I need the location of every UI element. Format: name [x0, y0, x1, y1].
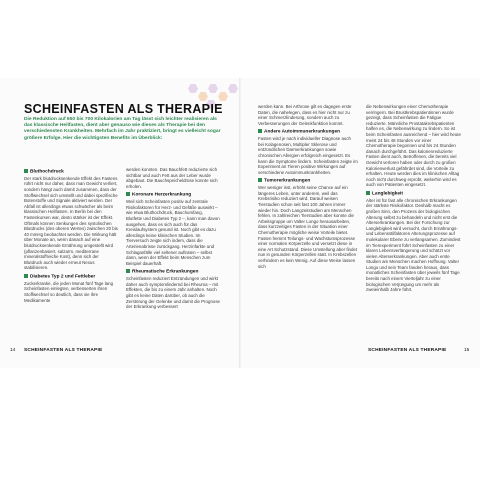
- paragraph: die Nebenwirkungen einer Chemotherapie verringern. Bei Brustkrebspatientinnen wurde gezeigt, dass Scheinfasten die Fatigue reduzierte. Männliche Prostatakrebspatienten halfen es, die Nebenwirkung zu lindern. So ist beim Scheinfasten ausreichend – hier wird heute meist 24 bis 48 Stunden vor einer Chemotherapie begonnen und bis 24 Stunden danach durchgeführt. Das kalorienreduzierte Fasten dient auch, Betroffenen, die bereits viel Gewicht verloren haben oder durch zu großen Kalorienverlust gefährdet sind, die Vorteile zu erhalten. Heute werden dies im klinischen Alltag noch nicht durchweg erprobt, weiterhin wird es auch von Patienten eingesetzt.: [366, 104, 461, 188]
- square-bullet-icon: [24, 274, 28, 278]
- square-bullet-icon: [126, 192, 130, 196]
- heading-bluthochdruck: Bluthochdruck: [24, 169, 118, 175]
- heading-tumorerkrankungen: Tumorerkrankungen: [258, 178, 358, 184]
- paragraph: Scheinfasten reduziert Entzündungen und wirkt daher auch symptomlindernd bei Rheuma – mit Effekten, die bis zu einem Jahr anhalten. Noch gibt es keine Daten darüber, ob auch die Zerstörung der Gelenke und damit die Prognose der Erkrankung verbessert: [126, 276, 220, 310]
- lead-paragraph: Die Reduktion auf 650 bis 700 Kilokalorien am Tag lässt sich leichter realisieren als das klassische Heilfasten, dient aber genauso wie dieses als Therapie bei den verschiedensten Krankheiten. Mehrfach im Jahr praktiziert, bringt es vielleicht sogar größere Erfolge. Hier die wichtigsten Benefits im Überblick:: [24, 117, 221, 141]
- square-bullet-icon: [258, 129, 262, 133]
- paragraph: werden kann. Bei Arthrose gilt es dagegen erste Daten, die nahelegen, dass es hier nicht nur zu einer Schmerzlinderung, sondern auch zu Verbesserungen der Gelenkfunktion kommt.: [258, 104, 352, 126]
- bottom-margin: [0, 368, 480, 480]
- page-gutter: [239, 78, 241, 368]
- page-number-right: 15: [464, 348, 470, 353]
- page-title: SCHEINFASTEN ALS THERAPIE: [24, 102, 223, 116]
- page-number-left: 14: [10, 348, 16, 353]
- heading-rheumatische-erkrankungen: Rheumatische Erkrankungen: [126, 269, 220, 275]
- top-margin: [0, 0, 480, 78]
- column-1: [24, 167, 118, 306]
- square-bullet-icon: [126, 269, 130, 273]
- paragraph: Wer weniger isst, erhöht seine Chance auf ein längeres Leben, unter anderem, weil das Krebsrisiko reduziert wird. Darauf weisen Tierstudien schon seit fast 100 Jahren immer wieder hin. Doch Langzeitstudien am Menschen fehlen. In zahlreichen Tierstudien aber konnte die Arbeitsgruppe um Valter Longo herausarbeiten, dass kurzzeitiges Fasten in der Situation einer Chemotherapie mögliche weise Vorteile bietet. Fasten hemmt Teilungs- und Wachstumsprozesse einer normalen Körperzelle und versetzt diese in eine Art Schutzstand. Diese Umstellung aber findet nun in gesunden Körperzellen statt. In Krebszellen verhindern es kein Wenig. Auf diese Weise lassen sich: [258, 185, 358, 269]
- paragraph: Fasten wird je nach individueller Diagnose auch bei Kolagenosen, Multipler Sklerose und entzündlichen Darmerkrankungen sowie chronischen Allergien erfolgreich eingesetzt. Es kann die Symptome lindern. Scheinfasten zeigte im Experiment an Tieren positive Wirkungen auf verschiedene Autoimmunkrankheiten.: [258, 136, 358, 175]
- heading-koronare-herzerkrankung: Koronare Herzerkrankung: [126, 192, 220, 198]
- square-bullet-icon: [24, 169, 28, 173]
- square-bullet-icon: [366, 191, 370, 195]
- running-footer-right: SCHEINFASTEN ALS THERAPIE: [368, 348, 447, 353]
- heading-autoimmunerkrankungen: Andere Autoimmunerkrankungen: [258, 129, 358, 135]
- paragraph: werden konnten. Das Bauchfett reduzierte sich sichtbar und auch Fett aus der Leber wurde abgebaut. Die Bauchspeicheldrüse konnte sich erholen.: [126, 167, 218, 189]
- column-2: [126, 167, 220, 313]
- square-bullet-icon: [258, 178, 262, 182]
- running-footer-left: SCHEINFASTEN ALS THERAPIE: [24, 348, 103, 353]
- paragraph: Weil sich Scheinfasten positiv auf zentrale Risikofaktoren für Herz- und Gefäße auswirkt – wie etwa Bluthochdruck, Bauchumfang, Blutfette und Diabetes Typ 2 –, kann man davon ausgehen, dass es sich auch für das Kreislaufsystem gesund ist. Noch gibt es dazu allerdings keine klinischen Studien. Im Tierversuch zeigte sich indem, dass die Arterienabrisse zurückgang. Herzinfarkte und Schlaganfälle viel seltener auftraten – selbst dann, wenn der Effekt beim Menschen zum Beispiel dauerhaft.: [126, 199, 220, 266]
- heading-langlebigkeit: Langlebigkeit: [366, 191, 462, 197]
- column-4: [366, 104, 462, 296]
- column-3: [258, 104, 358, 272]
- heading-diabetes: Diabetes Typ 2 und Fettleber: [24, 274, 118, 280]
- paragraph: Alter ist für fast alle chronischen Erkrankungen der stärkste Risikofaktor. Deshalb macht es großen Sinn, den Prozess der biologischen Alterung selbst zu behandeln und nicht erst die Alterserkrankungen. Bei der Forschung zur Langlebigkeit wird versucht, durch Ernährungs- und Lebensstilfaktoren Alterungsprozesse auf molekularer Ebene zu verlangsamen. Zumindest im Tierexperiment führt Scheinfasten zu einer klaren Lebensverlängerung und schützt vor vielen Alterserkrankungen. Aber auch erste Studien am Menschen machen Hoffnung. Valter Longo und sein Team fanden heraus, dass monatliches Scheinfasten über jeweils fünf Tage bereits nach einem Vierteljahr zu einer biologischen Verjüngung um mehr als zweieinhalb Jahre führt.: [366, 197, 461, 293]
- paragraph: Zuckerkranke, die jeden Monat fünf Tage lang Scheinfasten einlegten, verbesserten ihren Stoffwechsel so deutlich, dass sie ihre Medikamente: [24, 280, 114, 303]
- paragraph: Der stark blutdrucksenkende Effekt des Fastens rührt nicht nur daher, dass man Gewicht verliert, sondern hängt auch damit zusammen, dass der Stoffwechsel sich umstellt und dabei spezifische Botenstoffe und Signale aktiviert werden. Der Abfall ist allerdings etwas schwächer als beim klassischen Heilfasten. In Berlin bei den Fastenkursen war, desto stärker ist der Effekt. Oftmals können Senkungen des systolischen Blutdrucks (des oberen Wertes) zwischen 20 bis 40 mmHg beobachtet werden. Die Wirkung hält über Monate an, wenn danach auf eine blutdrucksenkende Ernährung umgestellt wird (pflanzenbasiert, salzarm, mediterrane mineralstoffreiche Kost), denn sich der Blutdruck auch wieder erneut Nexus stabilisieren.: [24, 175, 118, 271]
